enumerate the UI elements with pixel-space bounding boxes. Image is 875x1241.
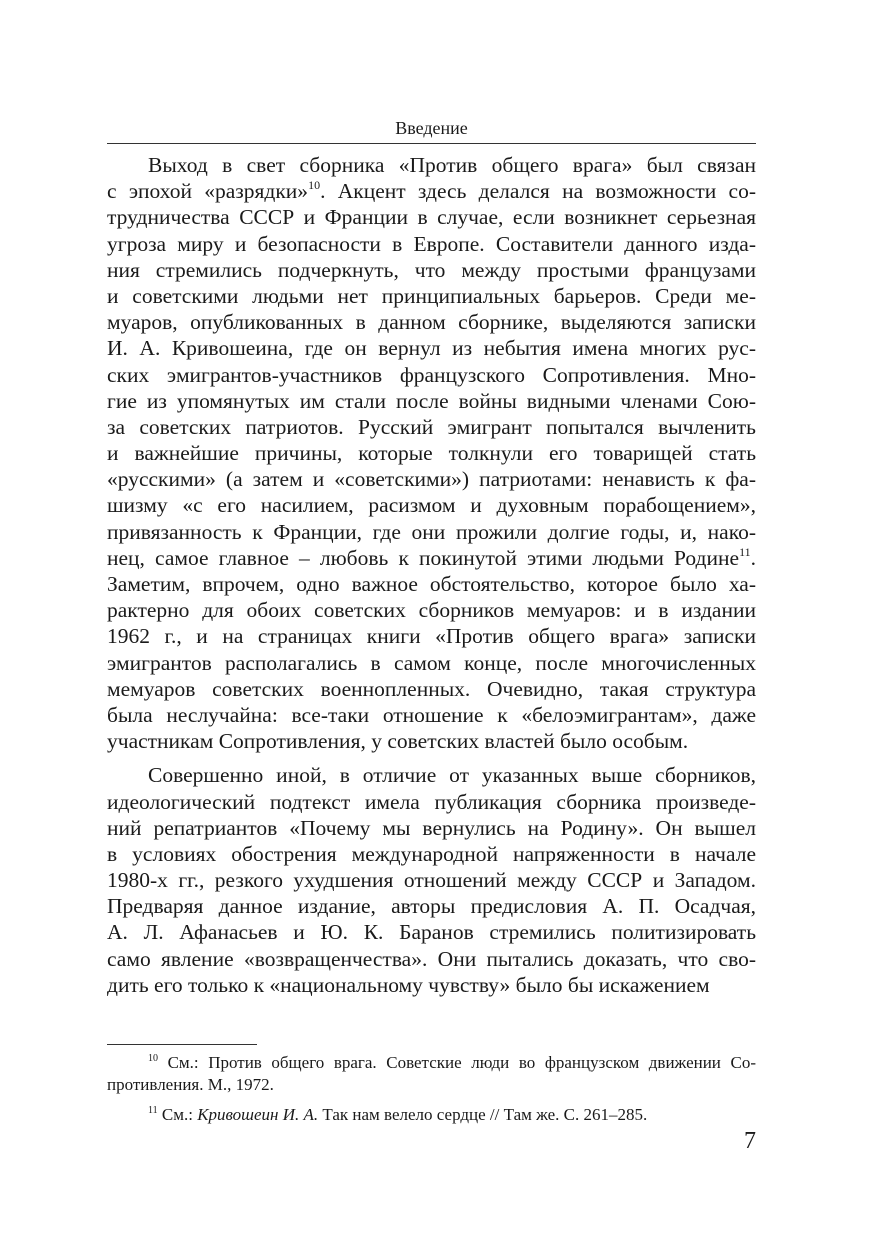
text-line: ний репатриантов «Почему мы вернулись на Родину». Он вышел	[107, 815, 756, 840]
text-line: само явление «возвращенчества». Они пытались доказать, что сво-	[107, 946, 756, 971]
text-line: нец, самое главное – любовь к покинутой этими людьми Родине$^{11}$.	[107, 544, 756, 570]
footnote-10-text-end: противления. М., 1972.	[107, 1075, 274, 1094]
text-line: муаров, опубликованных в данном сборнике, выделяются записки	[107, 310, 756, 335]
running-header: Введение	[395, 118, 468, 138]
page-number: 7	[744, 1128, 756, 1154]
text-line: трудничества СССР и Франции в случае, если возникнет серьезная	[107, 205, 756, 230]
text-line: привязанность к Франции, где они прожили долгие годы, и, нако-	[107, 519, 756, 544]
footnote-11	[107, 1104, 756, 1126]
footnote-10-text: См.: Против общего врага. Советские люди во французском движении Со-	[158, 1053, 756, 1072]
text-line: дить его только к «национальному чувству» было бы искажением	[107, 972, 710, 997]
text-line: 1962 г., и на страницах книги «Против общего врага» записки	[107, 624, 756, 649]
header-rule	[107, 143, 756, 144]
body-text	[107, 152, 756, 998]
text-line: Предваряя данное издание, авторы предисловия А. П. Осадчая,	[107, 894, 756, 919]
footnote-10-line-2	[107, 1074, 756, 1096]
text-line: ских эмигрантов-участников французского Сопротивления. Мно-	[107, 362, 756, 387]
footnote-11-rest: Так нам велело сердце // Там же. С. 261–285.	[318, 1105, 648, 1124]
text-line: Выход в свет сборника «Против общего врага» был связан	[148, 153, 756, 177]
text-line: была неслучайна: все-таки отношение к «белоэмигрантам», даже	[107, 702, 756, 727]
footnote-ref: 10	[308, 178, 321, 193]
footnote-ref: 11	[739, 544, 751, 559]
text-line: с эпохой «разрядки»$^{10}$. Акцент здесь делался на возможности со-	[107, 178, 756, 204]
text-line: гие из упомянутых им стали после войны видными членами Сою-	[107, 388, 756, 413]
text-line: участникам Сопротивления, у советских властей было особым.	[107, 729, 689, 754]
text-line: шизму «с его насилием, расизмом и духовным порабощением»,	[107, 493, 756, 518]
text-line: и важнейшие причины, которые толкнули его товарищей стать	[107, 441, 756, 466]
footnote-rule	[107, 1044, 257, 1045]
text-line: ния стремились подчеркнуть, что между простыми французами	[107, 257, 756, 282]
text-line: Заметим, впрочем, одно важное обстоятельство, которое было ха-	[107, 572, 756, 596]
text-line: 1980-х гг., резкого ухудшения отношений между СССР и Западом.	[107, 868, 756, 893]
text-line: за советских патриотов. Русский эмигрант попытался вычленить	[107, 414, 756, 439]
text-line: «русскими» (а затем и «советскими») патриотами: ненависть к фа-	[107, 467, 756, 492]
text-line: А. Л. Афанасьев и Ю. К. Баранов стремились политизировать	[107, 920, 756, 945]
text-line: и советскими людьми нет принципиальных барьеров. Среди ме-	[107, 283, 756, 308]
text-line: эмигрантов располагались в самом конце, после многочисленных	[107, 650, 756, 675]
text-line: рактерно для обоих советских сборников мемуаров: и в издании	[107, 598, 756, 623]
text-line: идеологический подтекст имела публикация сборника произведе-	[107, 789, 756, 814]
text-line: мемуаров советских военнопленных. Очевидно, такая структура	[107, 676, 756, 701]
text-line: угроза миру и безопасности в Европе. Составители данного изда-	[107, 231, 756, 256]
text-line: Совершенно иной, в отличие от указанных выше сборников,	[148, 763, 756, 788]
footnote-11-prefix: См.:	[157, 1105, 198, 1124]
footnote-11-author: Кривошеин И. А.	[197, 1105, 319, 1124]
footnote-10-marker: 10	[148, 1053, 158, 1064]
footnotes	[107, 1052, 756, 1126]
footnote-10-line-1	[107, 1052, 756, 1074]
text-line: И. А. Кривошеина, где он вернул из небытия имена многих рус-	[107, 336, 756, 361]
text-line: в условиях обострения международной напряженности в начале	[107, 841, 756, 866]
footnote-11-marker: 11	[148, 1105, 158, 1116]
